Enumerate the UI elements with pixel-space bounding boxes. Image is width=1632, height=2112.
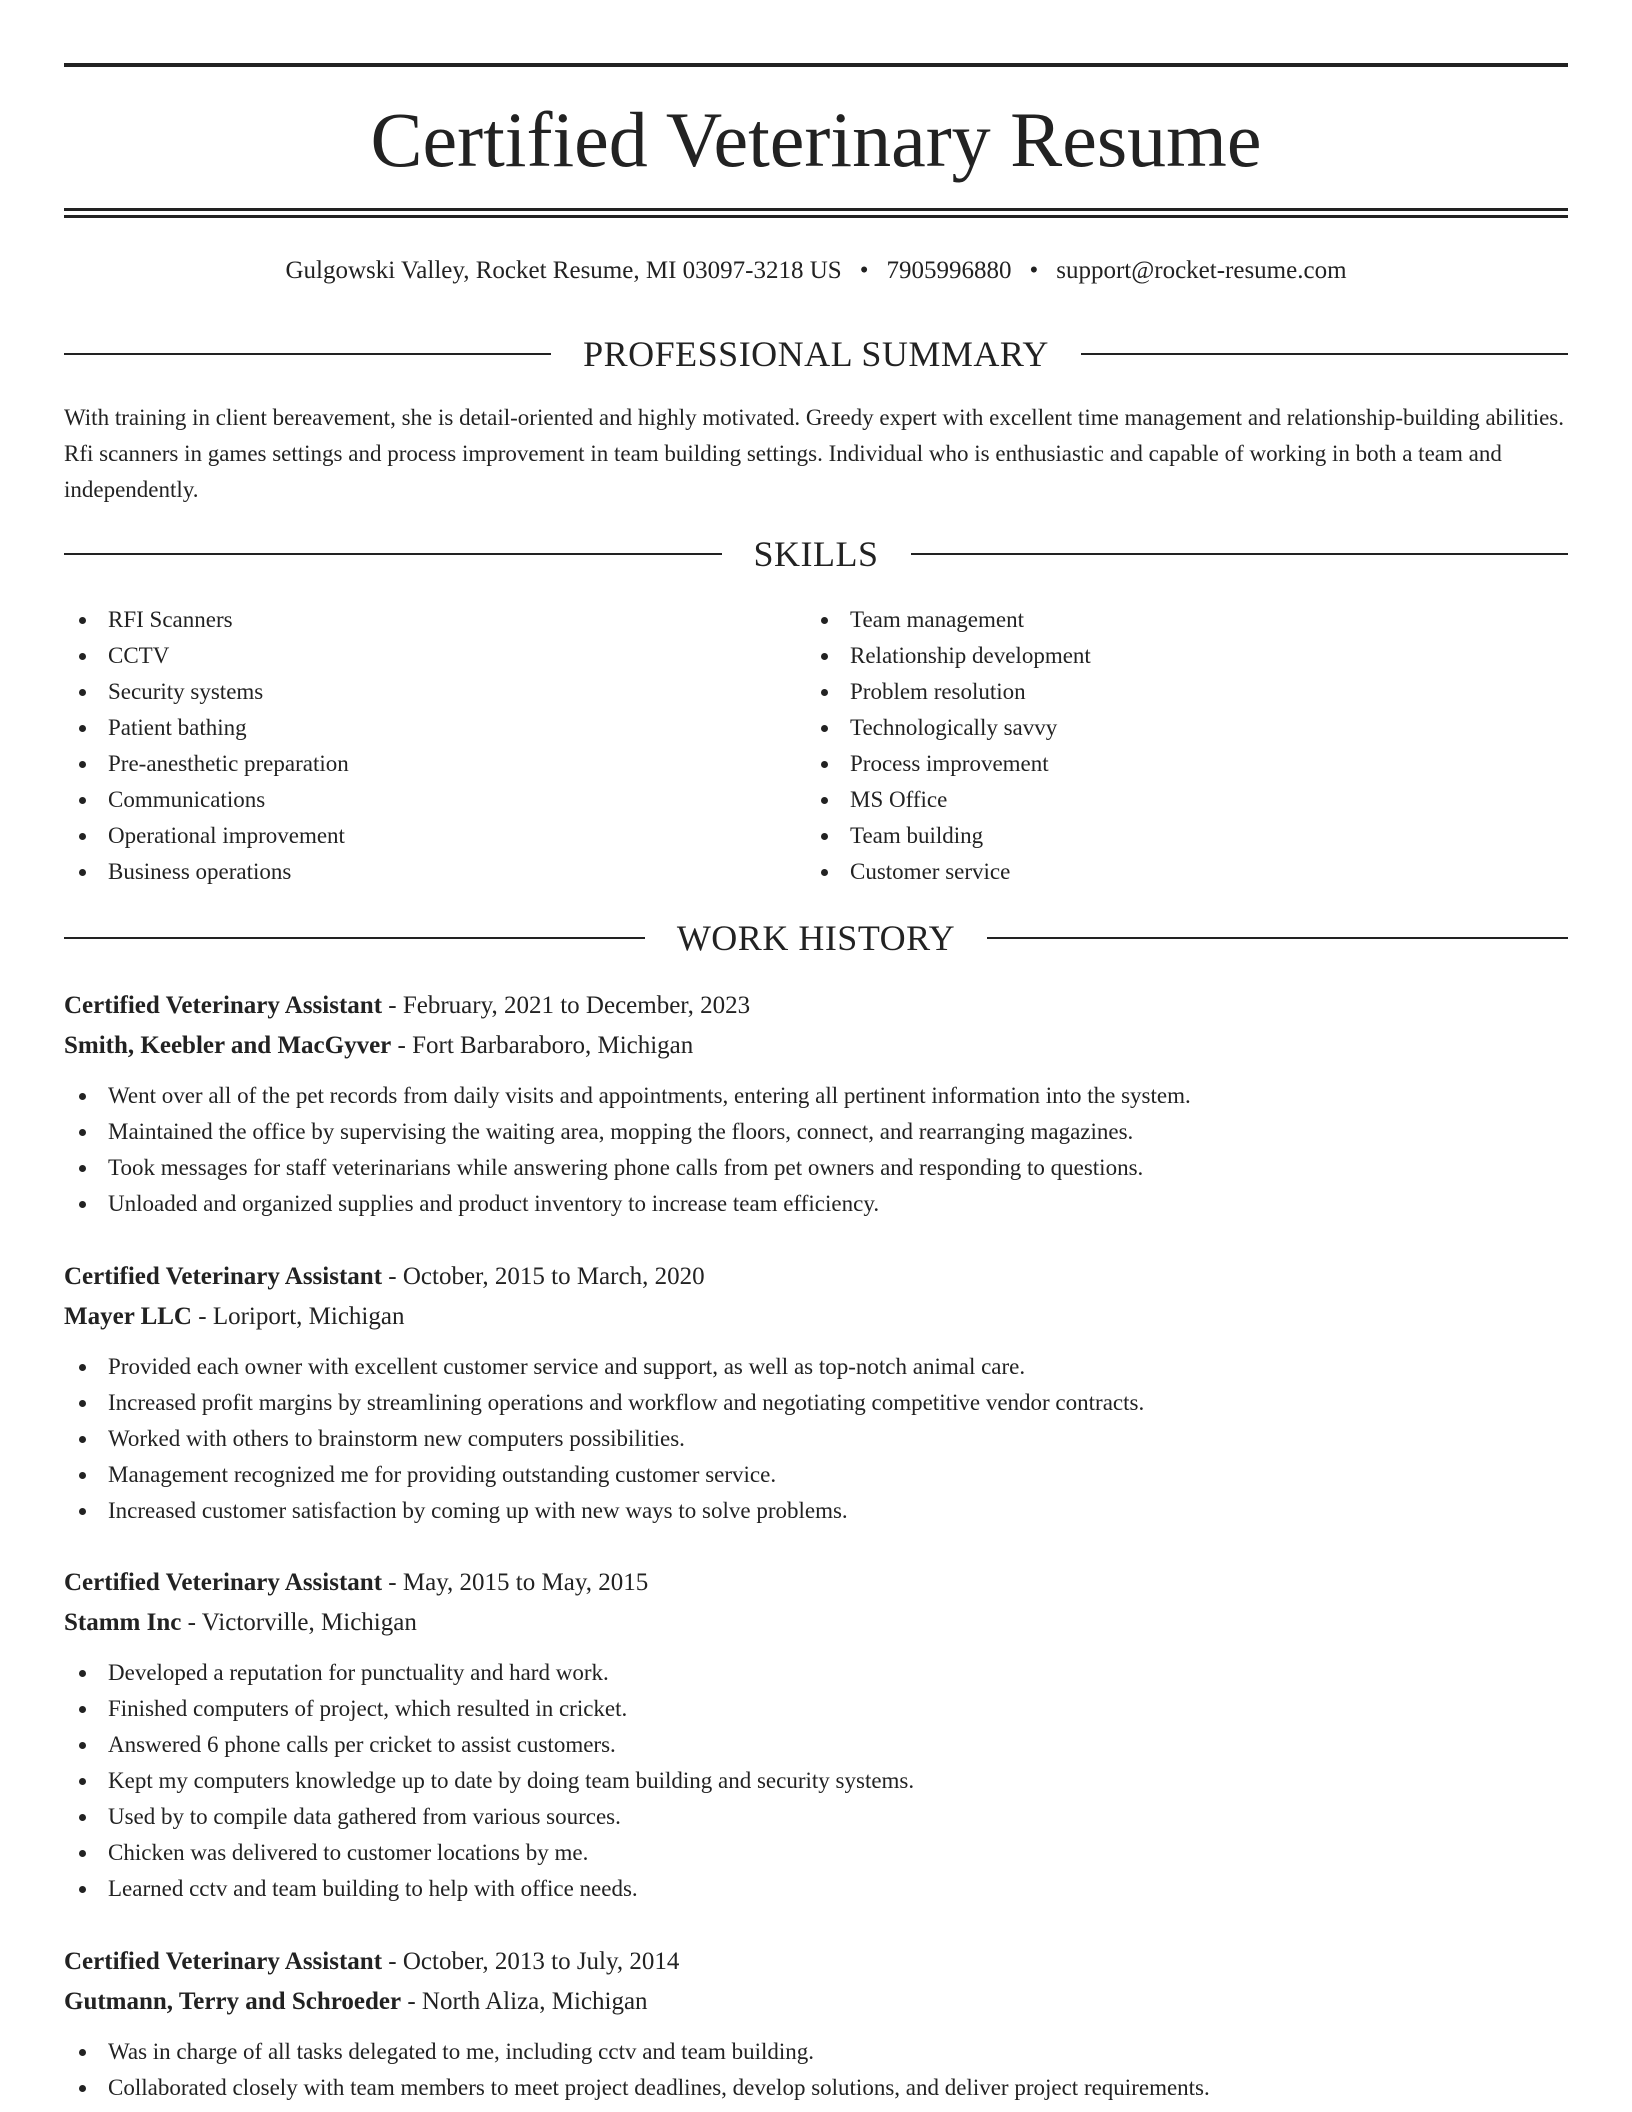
job-company-line [64, 1982, 1568, 2022]
job-dates: - February, 2021 to December, 2023 [382, 992, 751, 1019]
divider-line [1081, 353, 1568, 355]
contact-phone: 7905996880 [886, 257, 1012, 284]
job-company-line [64, 1026, 1568, 1066]
job-entry [64, 1257, 1568, 1529]
job-title: Certified Veterinary Assistant [64, 992, 383, 1019]
skill-item: Security systems [64, 674, 764, 710]
job-bullets [64, 1349, 1568, 1529]
skill-item: RFI Scanners [64, 602, 764, 638]
job-bullet: Worked with others to brainstorm new computers possibilities. [64, 1421, 1568, 1457]
skills-column-left [64, 602, 764, 890]
job-bullet: Increased customer satisfaction by coming up with new ways to solve problems. [64, 1493, 1568, 1529]
skill-item: Technologically savvy [806, 710, 1506, 746]
job-dates: - May, 2015 to May, 2015 [382, 1569, 649, 1596]
skill-item: Team building [806, 818, 1506, 854]
job-bullet: Maintained the office by supervising the waiting area, mopping the floors, connect, and rearranging magazines. [64, 1114, 1568, 1150]
skill-item: Pre-anesthetic preparation [64, 746, 764, 782]
skill-item: Team management [806, 602, 1506, 638]
skill-item: Business operations [64, 854, 764, 890]
job-company: Mayer LLC [64, 1303, 192, 1330]
job-entry [64, 1563, 1568, 1907]
job-location: - North Aliza, Michigan [401, 1988, 648, 2015]
job-dates: - October, 2015 to March, 2020 [382, 1263, 705, 1290]
section-title-summary: PROFESSIONAL SUMMARY [583, 334, 1049, 374]
job-bullet: Was in charge of all tasks delegated to me, including cctv and team building. [64, 2034, 1568, 2070]
job-bullets [64, 1655, 1568, 1907]
job-title: Certified Veterinary Assistant [64, 1569, 383, 1596]
job-bullet: Kept my computers knowledge up to date by doing team building and security systems. [64, 1763, 1568, 1799]
contact-email: support@rocket-resume.com [1056, 257, 1347, 284]
skill-item: Communications [64, 782, 764, 818]
job-title: Certified Veterinary Assistant [64, 1948, 383, 1975]
job-company: Smith, Keebler and MacGyver [64, 1032, 392, 1059]
section-title-work: WORK HISTORY [676, 918, 956, 958]
contact-separator: • [1029, 257, 1039, 284]
job-location: - Loriport, Michigan [192, 1303, 405, 1330]
job-title-line [64, 1563, 1568, 1603]
job-title-line [64, 1257, 1568, 1297]
job-bullet: Provided each owner with excellent customer service and support, as well as top-notch animal care. [64, 1349, 1568, 1385]
section-title-skills: SKILLS [753, 534, 879, 574]
job-dates: - October, 2013 to July, 2014 [382, 1948, 680, 1975]
divider-line [987, 937, 1568, 939]
skill-item: Operational improvement [64, 818, 764, 854]
skill-item: Customer service [806, 854, 1506, 890]
job-company-line [64, 1603, 1568, 1643]
job-location: - Victorville, Michigan [181, 1609, 417, 1636]
job-bullet: Learned cctv and team building to help with office needs. [64, 1871, 1568, 1907]
skill-item: Problem resolution [806, 674, 1506, 710]
skill-item: Patient bathing [64, 710, 764, 746]
divider-line [64, 553, 722, 555]
skills-column-right [806, 602, 1506, 890]
job-bullet: Finished computers of project, which resulted in cricket. [64, 1691, 1568, 1727]
section-header-work [64, 916, 1568, 960]
divider-line [64, 353, 551, 355]
contact-address: Gulgowski Valley, Rocket Resume, MI 03097-3218 US [285, 257, 842, 284]
divider-line [911, 553, 1569, 555]
job-company-line [64, 1297, 1568, 1337]
job-title-line [64, 986, 1568, 1026]
job-bullets [64, 1078, 1568, 1222]
section-header-summary [64, 332, 1568, 376]
job-bullet: Went over all of the pet records from daily visits and appointments, entering all pertinent information into the system. [64, 1078, 1568, 1114]
job-company: Stamm Inc [64, 1609, 182, 1636]
job-bullet: Unloaded and organized supplies and product inventory to increase team efficiency. [64, 1186, 1568, 1222]
job-bullet: Collaborated closely with team members to meet project deadlines, develop solutions, and deliver project requirements. [64, 2070, 1568, 2106]
skill-item: CCTV [64, 638, 764, 674]
skill-item: Process improvement [806, 746, 1506, 782]
divider-line [64, 937, 645, 939]
job-bullet: Used by to compile data gathered from various sources. [64, 1799, 1568, 1835]
top-rule [64, 63, 1568, 67]
skill-item: MS Office [806, 782, 1506, 818]
skills-list-left [64, 602, 764, 890]
job-location: - Fort Barbaraboro, Michigan [391, 1032, 694, 1059]
job-company: Gutmann, Terry and Schroeder [64, 1988, 402, 2015]
summary-paragraph: With training in client bereavement, she is detail-oriented and highly motivated. Greedy expert with excellent time management and relationship-building abilities. Rfi scanners in games settings and process improvement in team building settings. Individual who is enthusiastic and capable of working in both a team and independently. [64, 405, 1565, 502]
job-entry [64, 986, 1568, 1222]
job-bullet: Chicken was delivered to customer locations by me. [64, 1835, 1568, 1871]
contact-line [64, 253, 1568, 289]
job-bullets [64, 2034, 1568, 2106]
job-entry [64, 1942, 1568, 2106]
job-bullet: Developed a reputation for punctuality and hard work. [64, 1655, 1568, 1691]
title-double-rule [64, 208, 1568, 218]
job-title-line [64, 1942, 1568, 1982]
skill-item: Relationship development [806, 638, 1506, 674]
job-title: Certified Veterinary Assistant [64, 1263, 383, 1290]
job-bullet: Management recognized me for providing outstanding customer service. [64, 1457, 1568, 1493]
job-bullet: Answered 6 phone calls per cricket to assist customers. [64, 1727, 1568, 1763]
resume-title: Certified Veterinary Resume [370, 96, 1262, 183]
job-bullet: Took messages for staff veterinarians while answering phone calls from pet owners and responding to questions. [64, 1150, 1568, 1186]
skills-list-right [806, 602, 1506, 890]
job-bullet: Increased profit margins by streamlining operations and workflow and negotiating competitive vendor contracts. [64, 1385, 1568, 1421]
contact-separator: • [859, 257, 869, 284]
section-header-skills [64, 532, 1568, 576]
